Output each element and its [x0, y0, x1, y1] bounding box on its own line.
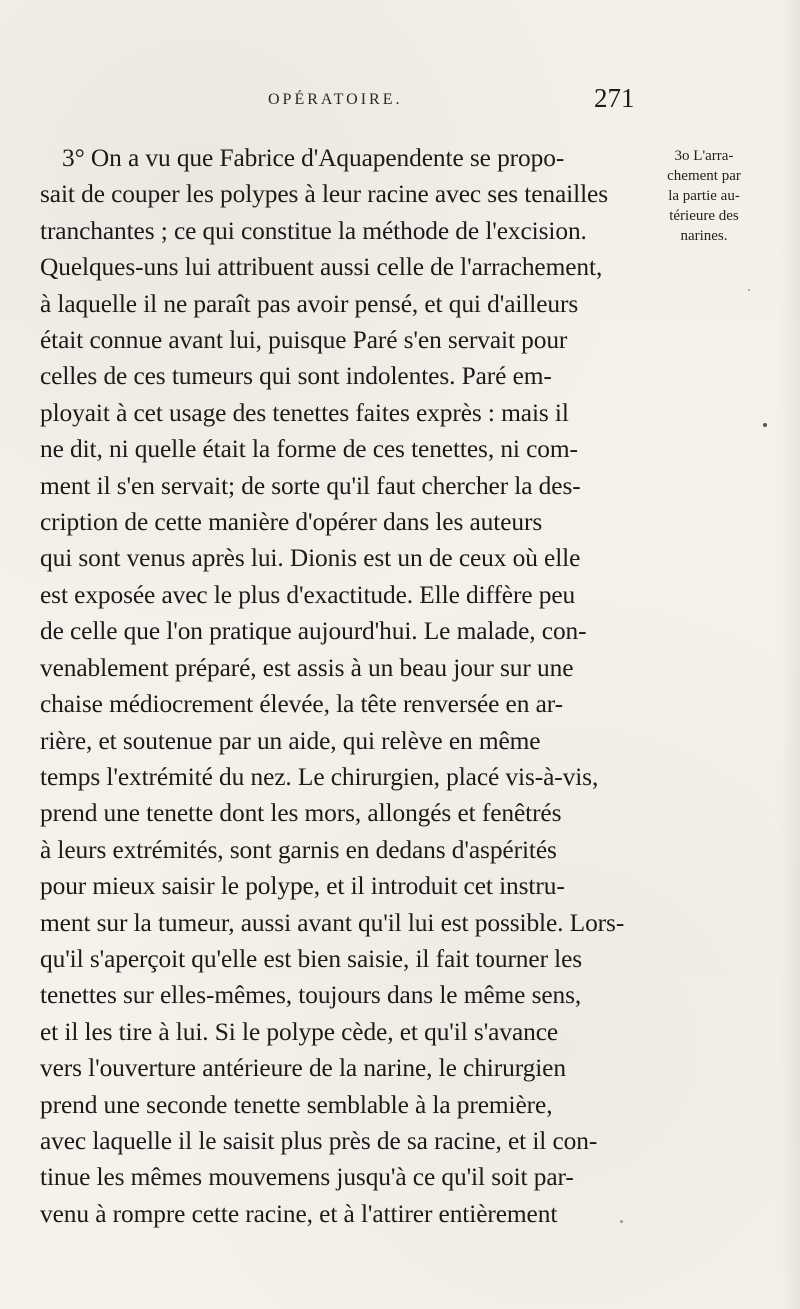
- text-line: était connue avant lui, puisque Paré s'en servait pour: [40, 326, 568, 355]
- text-line: Quelques-uns lui attribuent aussi celle de l'arrachement,: [40, 253, 603, 282]
- text-line: celles de ces tumeurs qui sont indolentes. Paré em-: [40, 362, 552, 391]
- ink-speck: [763, 423, 767, 427]
- text-line: prend une seconde tenette semblable à la première,: [40, 1090, 553, 1119]
- text-line: venablement préparé, est assis à un beau jour sur une: [40, 653, 574, 682]
- text-line: à laquelle il ne paraît pas avoir pensé, et qui d'ailleurs: [40, 289, 579, 318]
- text-line: tenettes sur elles-mêmes, toujours dans le même sens,: [40, 981, 582, 1010]
- marginal-note: [648, 146, 760, 246]
- page-number: 271: [594, 83, 635, 113]
- running-head: OPÉRATOIRE.: [268, 91, 403, 108]
- page-edge-shadow: [780, 0, 800, 1309]
- ink-speck: [748, 289, 750, 291]
- text-line: qu'il s'aperçoit qu'elle est bien saisie, il fait tourner les: [40, 944, 583, 973]
- text-line: venu à rompre cette racine, et à l'attirer entièrement: [40, 1199, 558, 1228]
- text-line: ment il s'en servait; de sorte qu'il faut chercher la des-: [40, 471, 581, 500]
- text-line: chaise médiocrement élevée, la tête renversée en ar-: [40, 690, 563, 719]
- text-line: tranchantes ; ce qui constitue la méthode de l'excision.: [40, 216, 587, 245]
- text-line: sait de couper les polypes à leur racine avec ses tenailles: [40, 180, 608, 209]
- marginal-note-line: chement par: [667, 168, 741, 184]
- text-line: rière, et soutenue par un aide, qui relève en même: [40, 726, 541, 755]
- text-line: prend une tenette dont les mors, allongés et fenêtrés: [40, 799, 562, 828]
- text-line: temps l'extrémité du nez. Le chirurgien, placé vis-à-vis,: [40, 762, 599, 791]
- text-line: est exposée avec le plus d'exactitude. Elle diffère peu: [40, 580, 576, 609]
- text-line: qui sont venus après lui. Dionis est un de ceux où elle: [40, 544, 581, 573]
- text-line: et il les tire à lui. Si le polype cède, et qu'il s'avance: [40, 1017, 559, 1046]
- text-line: ployait à cet usage des tenettes faites exprès : mais il: [40, 398, 569, 427]
- text-line: ment sur la tumeur, aussi avant qu'il lui est possible. Lors-: [40, 908, 625, 937]
- marginal-note-line: la partie au-: [668, 188, 740, 204]
- marginal-note-line: narines.: [680, 228, 728, 244]
- text-line: tinue les mêmes mouvemens jusqu'à ce qu'il soit par-: [40, 1163, 574, 1192]
- text-line: 3° On a vu que Fabrice d'Aquapendente se propo-: [62, 144, 565, 172]
- text-line: avec laquelle il le saisit plus près de sa racine, et il con-: [40, 1126, 598, 1155]
- text-line: de celle que l'on pratique aujourd'hui. Le malade, con-: [40, 617, 587, 646]
- marginal-note-line: 3o L'arra-: [674, 148, 734, 164]
- text-line: vers l'ouverture antérieure de la narine, le chirurgien: [40, 1054, 566, 1083]
- text-line: pour mieux saisir le polype, et il introduit cet instru-: [40, 872, 565, 901]
- main-text-block: [40, 140, 660, 1232]
- marginal-note-line: térieure des: [669, 208, 739, 224]
- text-line: à leurs extrémités, sont garnis en dedans d'aspérités: [40, 835, 557, 864]
- ink-speck: [620, 1220, 623, 1223]
- text-line: cription de cette manière d'opérer dans les auteurs: [40, 508, 543, 537]
- text-line: ne dit, ni quelle était la forme de ces tenettes, ni com-: [40, 435, 578, 464]
